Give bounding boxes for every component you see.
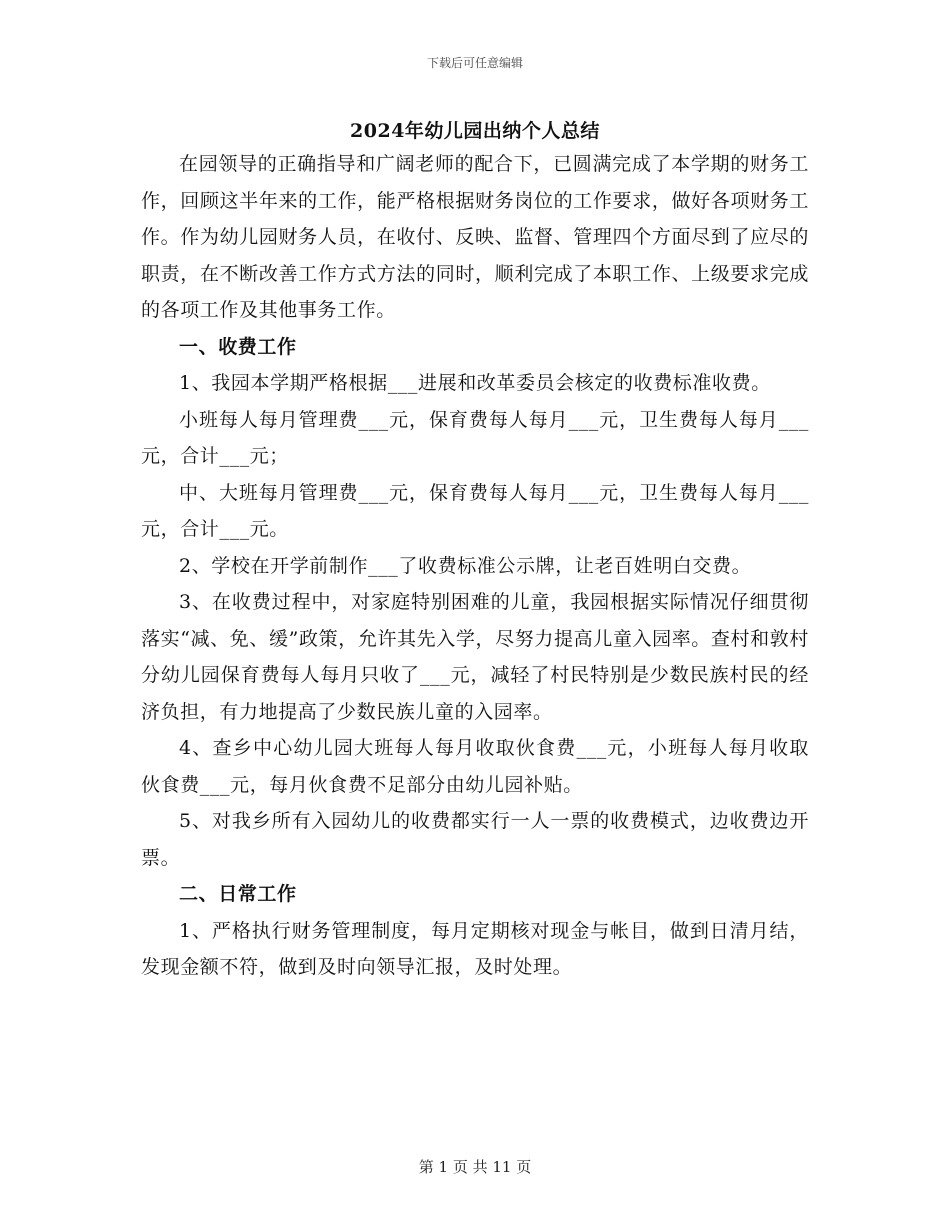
paragraph-fee-relief: 3、在收费过程中，对家庭特别困难的儿童，我园根据实际情况仔细贯彻落实“减、免、缓”政策，允许其先入学，尽努力提高儿童入园率。查村和敦村分幼儿园保育费每人每月只收了___元，减轻了村民特别是少数民族村民的经济负担，有力地提高了少数民族儿童的入园率。: [141, 591, 809, 723]
header-note: 下载后可任意编辑: [426, 56, 523, 70]
section-heading-fees: 一、收费工作: [179, 335, 297, 358]
paragraph-fee-notice-board: 2、学校在开学前制作___了收费标准公示牌，让老百姓明白交费。: [179, 554, 752, 577]
paragraph-middle-large-class-fees: 中、大班每月管理费___元，保育费每人每月___元，卫生费每人每月___元，合计___元。: [141, 481, 809, 540]
paragraph-cash-management: 1、严格执行财务管理制度，每月定期核对现金与帐目，做到日清月结，发现金额不符，做到及时向领导汇报，及时处理。: [141, 919, 809, 978]
document-body: [141, 146, 809, 986]
paragraph-meal-fees: 4、查乡中心幼儿园大班每人每月收取伙食费___元，小班每人每月收取伙食费___元，每月伙食费不足部分由幼儿园补贴。: [141, 737, 809, 796]
paragraph-small-class-fees: 小班每人每月管理费___元，保育费每人每月___元，卫生费每人每月___元，合计___元；: [141, 408, 809, 467]
paragraph-receipts: 5、对我乡所有入园幼儿的收费都实行一人一票的收费模式，边收费边开票。: [141, 810, 809, 869]
intro-paragraph: 在园领导的正确指导和广阔老师的配合下，已圆满完成了本学期的财务工作，回顾这半年来的工作，能严格根据财务岗位的工作要求，做好各项财务工作。作为幼儿园财务人员，在收付、反映、监督、管理四个方面尽到了应尽的职责，在不断改善工作方式方法的同时，顺利完成了本职工作、上级要求完成的各项工作及其他事务工作。: [141, 153, 809, 321]
page-number: 第 1 页 共 11 页: [418, 1158, 532, 1176]
paragraph-fee-standard: 1、我园本学期严格根据___进展和改革委员会核定的收费标准收费。: [179, 372, 771, 394]
section-heading-daily-work: 二、日常工作: [179, 883, 297, 905]
document-title: 2024年幼儿园出纳个人总结: [350, 120, 600, 142]
